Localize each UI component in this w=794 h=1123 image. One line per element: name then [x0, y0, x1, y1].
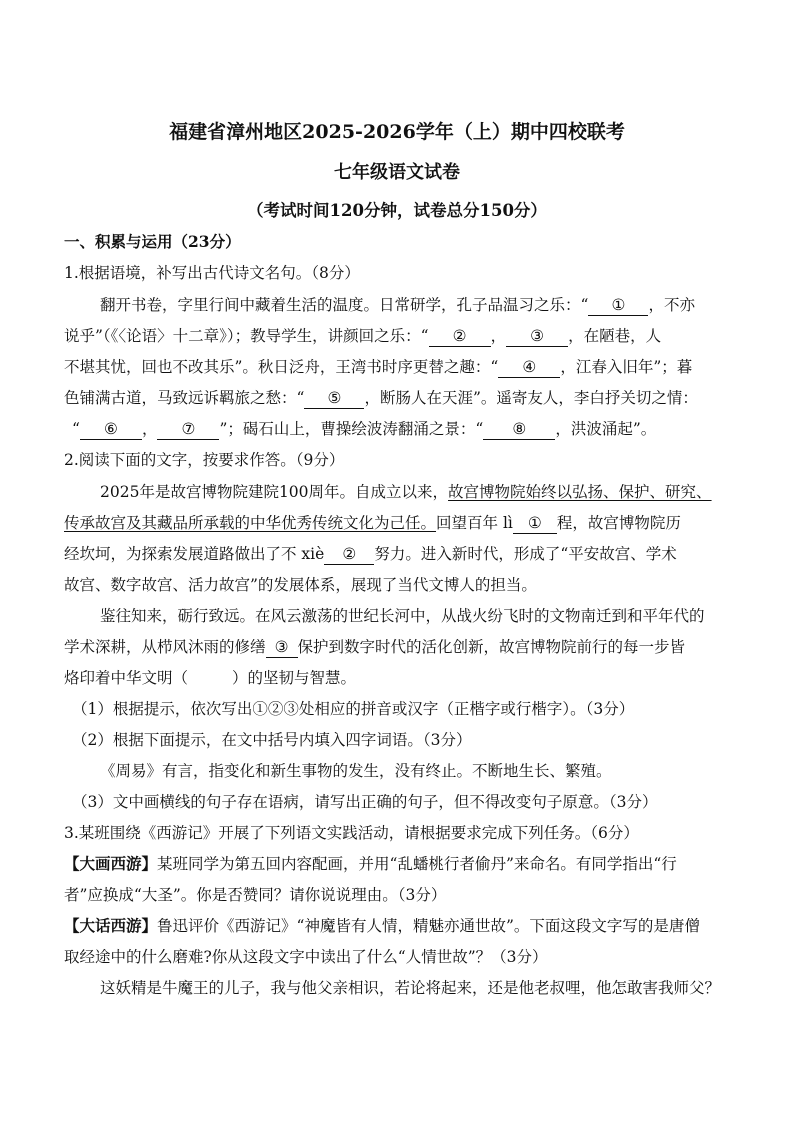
blank-q2-1[interactable]: ①	[513, 513, 557, 534]
question-2-title: 2.阅读下面的文字，按要求作答。（9分）	[64, 451, 345, 469]
q2-para1-line-3: 经坎坷，为探索发展道路做出了不 xiè ② 努力。进入新时代，形成了“平安故宫、学术	[64, 545, 677, 563]
q2-sub-1: （1）根据提示，依次写出①②③处相应的拼音或汉字（正楷字或行楷字）。（3分）	[72, 700, 635, 718]
q1-line-4: 色铺满古道，马致远诉羁旅之愁：“ ⑤ ，断肠人在天涯”。遥寄友人，李白抒关切之情：	[64, 389, 698, 407]
q1-line-1: 翻开书卷，字里行间中藏着生活的温度。日常研学，孔子品温习之乐：“ ① ，不亦	[100, 296, 695, 314]
q1-line-3: 不堪其忧，回也不改其乐”。秋日泛舟，王湾书时序更替之趣：“ ④ ，江春入旧年”；暮	[64, 358, 693, 376]
q2-para1-line-1: 2025年是故宫博物院建院100周年。自成立以来，故宫博物院始终以弘扬、保护、研究、	[100, 483, 712, 501]
blank-1[interactable]: ①	[588, 295, 648, 316]
q3-task1-line-2: 者”应换成“大圣”。你是否赞同？请你说说理由。（3分）	[64, 886, 447, 904]
q1-line-2: 说乎”（《〈论语〉十二章》）；教导学生，讲颜回之乐：“ ② ， ③ ，在陋巷，人	[64, 327, 662, 345]
exam-info: （考试时间120分钟，试卷总分150分）	[247, 201, 547, 220]
question-3-title: 3.某班围绕《西游记》开展了下列语文实践活动，请根据要求完成下列任务。（6分）	[64, 824, 639, 842]
underlined-sentence-part2: 传承故宫及其藏品所承载的中华优秀传统文化为己任。	[64, 514, 437, 532]
exam-subtitle: 七年级语文试卷	[334, 162, 460, 183]
blank-6[interactable]: ⑥	[80, 419, 142, 440]
q3-quote: 这妖精是牛魔王的儿子，我与他父亲相识，若论将起来，还是他老叔哩，他怎敢害我师父？	[100, 979, 721, 997]
blank-7[interactable]: ⑦	[157, 419, 219, 440]
q1-line-5: “ ⑥ ， ⑦ ”；碣石山上，曹操绘波涛翻涌之景：“ ⑧ ，洪波涌起”。	[72, 420, 657, 438]
blank-q2-2[interactable]: ②	[324, 544, 374, 565]
blank-8[interactable]: ⑧	[483, 419, 555, 440]
q2-para2-line-2: 学术深耕，从栉风沐雨的修缮 ③ 保护到数字时代的活化创新，故宫博物院前行的每一步皆	[64, 638, 686, 656]
section-heading: 一、积累与运用（23分）	[64, 232, 241, 251]
exam-title: 福建省漳州地区2025-2026学年（上）期中四校联考	[169, 121, 625, 143]
q2-hint: 《周易》有言，指变化和新生事物的发生，没有终止。不断地生长、繁殖。	[100, 762, 612, 780]
question-1-title: 1.根据语境，补写出古代诗文名句。（8分）	[64, 264, 360, 282]
blank-4[interactable]: ④	[498, 357, 560, 378]
q2-para2-line-1: 鉴往知来，砺行致远。在风云激荡的世纪长河中，从战火纷飞时的文物南迁到和平年代的	[100, 607, 705, 625]
task-tag-talk: 【大话西游】	[64, 916, 158, 935]
blank-q2-3[interactable]: ③	[266, 637, 298, 658]
q2-sub-2: （2）根据下面提示，在文中括号内填入四字词语。（3分）	[72, 731, 472, 749]
underlined-sentence-part1: 故宫博物院始终以弘扬、保护、研究、	[448, 483, 712, 501]
q3-task2-line-1: 【大话西游】鲁迅评价《西游记》“神魔皆有人情，精魅亦通世故”。下面这段文字写的是唐僧	[64, 916, 700, 935]
blank-3[interactable]: ③	[506, 326, 568, 347]
blank-5[interactable]: ⑤	[304, 388, 364, 409]
q2-para1-line-4: 故宫、数字故宫、活力故宫”的发展体系，展现了当代文博人的担当。	[64, 576, 537, 594]
q3-task1-line-1: 【大画西游】某班同学为第五回内容配画，并用“乱蟠桃行者偷丹”来命名。有同学指出“行	[64, 854, 677, 873]
blank-2[interactable]: ②	[429, 326, 491, 347]
q2-sub-3: （3）文中画横线的句子存在语病，请写出正确的句子，但不得改变句子原意。（3分）	[72, 793, 658, 811]
q3-task2-line-2: 取经途中的什么磨难?你从这段文字中读出了什么“人情世故”？（3分）	[64, 948, 548, 966]
q2-para2-line-3: 烙印着中华文明（ ）的坚韧与智慧。	[64, 669, 357, 687]
task-tag-draw: 【大画西游】	[64, 854, 158, 873]
q2-para1-line-2: 传承故宫及其藏品所承载的中华优秀传统文化为己任。回望百年 lì ① 程，故宫博物院历	[64, 514, 681, 532]
